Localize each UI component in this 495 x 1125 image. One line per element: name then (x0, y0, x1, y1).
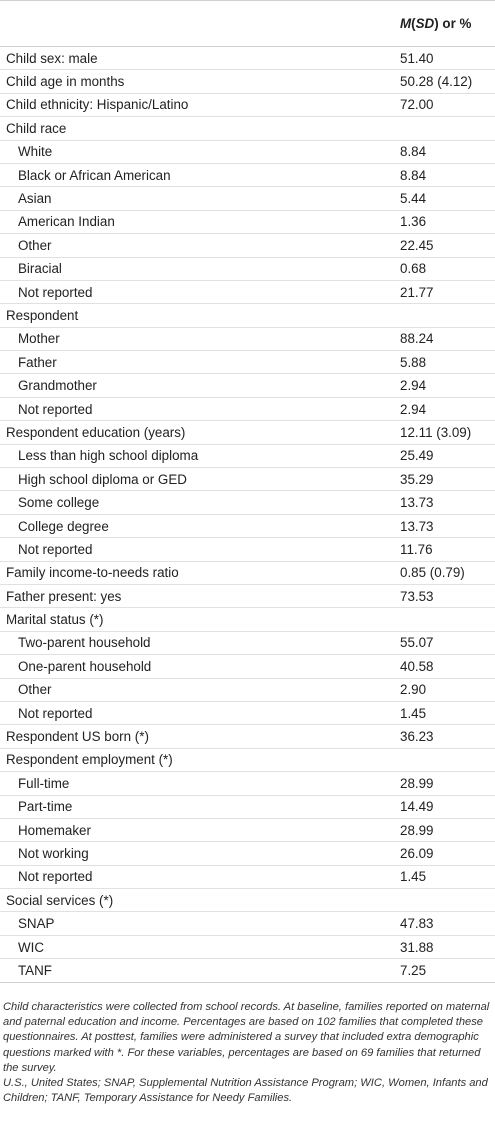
row-label: Child ethnicity: Hispanic/Latino (0, 93, 393, 116)
table-row (0, 725, 495, 748)
row-sublabel: Not reported (0, 538, 393, 561)
row-value: 8.84 (393, 163, 495, 186)
row-value: 12.11 (3.09) (393, 421, 495, 444)
header-or-percent: or % (438, 16, 472, 31)
row-value: 21.77 (393, 280, 495, 303)
row-value: 36.23 (393, 725, 495, 748)
header-sd: SD (415, 16, 435, 31)
table-row (0, 842, 495, 865)
row-sublabel: Father (0, 351, 393, 374)
row-sublabel: White (0, 140, 393, 163)
table-row (0, 140, 495, 163)
row-sublabel: College degree (0, 514, 393, 537)
row-sublabel: Black or African American (0, 163, 393, 186)
row-value: 7.25 (393, 959, 495, 982)
row-value: 40.58 (393, 655, 495, 678)
table-row (0, 748, 495, 771)
row-value: 1.45 (393, 701, 495, 724)
row-sublabel: Homemaker (0, 818, 393, 841)
row-sublabel: Not working (0, 842, 393, 865)
row-sublabel: WIC (0, 935, 393, 958)
row-value: 0.85 (0.79) (393, 561, 495, 584)
table-row (0, 421, 495, 444)
row-value: 26.09 (393, 842, 495, 865)
table-row (0, 865, 495, 888)
row-value: 14.49 (393, 795, 495, 818)
table-row (0, 70, 495, 93)
table-row (0, 444, 495, 467)
table-row (0, 163, 495, 186)
table-row (0, 117, 495, 140)
row-sublabel: American Indian (0, 210, 393, 233)
table-row (0, 818, 495, 841)
row-value: 8.84 (393, 140, 495, 163)
table-row (0, 374, 495, 397)
table-row (0, 327, 495, 350)
row-label: Respondent (0, 304, 393, 327)
row-value (393, 117, 495, 140)
row-value: 72.00 (393, 93, 495, 116)
row-label: Child sex: male (0, 47, 393, 70)
row-value: 2.94 (393, 397, 495, 420)
row-value: 28.99 (393, 772, 495, 795)
row-label: Father present: yes (0, 584, 393, 607)
table-row (0, 187, 495, 210)
row-label: Respondent employment (*) (0, 748, 393, 771)
row-sublabel: SNAP (0, 912, 393, 935)
table-row (0, 701, 495, 724)
row-value: 1.45 (393, 865, 495, 888)
header-row (0, 1, 495, 47)
table-row (0, 468, 495, 491)
row-value (393, 304, 495, 327)
row-sublabel: Grandmother (0, 374, 393, 397)
row-sublabel: One-parent household (0, 655, 393, 678)
row-label: Respondent education (years) (0, 421, 393, 444)
row-sublabel: High school diploma or GED (0, 468, 393, 491)
footnote-paragraph-1: Child characteristics were collected from school records. At baseline, families reported on maternal and paternal education and income. Percentages are based on 102 families that completed these questionnaires. At posttest, families were administered a survey that included extra demographic questions marked with *. For these variables, percentages are based on 69 families that returned the survey. (3, 1001, 490, 1074)
table-row (0, 772, 495, 795)
row-value: 73.53 (393, 584, 495, 607)
table-row (0, 584, 495, 607)
row-value: 35.29 (393, 468, 495, 491)
row-value (393, 748, 495, 771)
table-row (0, 912, 495, 935)
row-value: 2.94 (393, 374, 495, 397)
row-value: 11.76 (393, 538, 495, 561)
row-value: 51.40 (393, 47, 495, 70)
row-value: 88.24 (393, 327, 495, 350)
row-label: Social services (*) (0, 889, 393, 912)
row-value: 13.73 (393, 514, 495, 537)
table-row (0, 210, 495, 233)
row-value: 5.88 (393, 351, 495, 374)
row-sublabel: Biracial (0, 257, 393, 280)
table-row (0, 631, 495, 654)
table-row (0, 280, 495, 303)
footnote-paragraph-2: U.S., United States; SNAP, Supplemental Nutrition Assistance Program; WIC, Women, Infants and Children; TANF, Temporary Assistance for Needy Families. (3, 1077, 488, 1105)
row-value: 22.45 (393, 234, 495, 257)
table-row (0, 491, 495, 514)
row-value: 47.83 (393, 912, 495, 935)
row-value (393, 889, 495, 912)
row-value: 25.49 (393, 444, 495, 467)
table-row (0, 397, 495, 420)
row-label: Family income-to-needs ratio (0, 561, 393, 584)
table-row (0, 351, 495, 374)
row-label: Marital status (*) (0, 608, 393, 631)
row-value: 28.99 (393, 818, 495, 841)
row-sublabel: TANF (0, 959, 393, 982)
table-row (0, 959, 495, 982)
table-row (0, 655, 495, 678)
row-value: 5.44 (393, 187, 495, 210)
row-sublabel: Other (0, 234, 393, 257)
row-label: Respondent US born (*) (0, 725, 393, 748)
header-label-cell (0, 1, 393, 47)
row-sublabel: Mother (0, 327, 393, 350)
row-value: 31.88 (393, 935, 495, 958)
table-body (0, 47, 495, 983)
table-row (0, 678, 495, 701)
table-row (0, 795, 495, 818)
row-sublabel: Not reported (0, 865, 393, 888)
table-row (0, 889, 495, 912)
table-row (0, 514, 495, 537)
row-value: 1.36 (393, 210, 495, 233)
table-row (0, 935, 495, 958)
row-sublabel: Full-time (0, 772, 393, 795)
header-m: M (400, 16, 412, 31)
table-row (0, 608, 495, 631)
row-sublabel: Less than high school diploma (0, 444, 393, 467)
row-sublabel: Some college (0, 491, 393, 514)
header-value-cell: M(SD) or % (393, 1, 495, 47)
table-header (0, 1, 495, 47)
table-footnote (3, 1000, 491, 1106)
row-label: Child age in months (0, 70, 393, 93)
row-label: Child race (0, 117, 393, 140)
row-sublabel: Other (0, 678, 393, 701)
table-row (0, 561, 495, 584)
row-sublabel: Not reported (0, 397, 393, 420)
row-value: 2.90 (393, 678, 495, 701)
table-row (0, 304, 495, 327)
row-sublabel: Part-time (0, 795, 393, 818)
row-sublabel: Two-parent household (0, 631, 393, 654)
row-sublabel: Not reported (0, 701, 393, 724)
row-value (393, 608, 495, 631)
table-row (0, 538, 495, 561)
row-value: 50.28 (4.12) (393, 70, 495, 93)
table-row (0, 257, 495, 280)
row-sublabel: Not reported (0, 280, 393, 303)
row-value: 0.68 (393, 257, 495, 280)
table-row (0, 47, 495, 70)
row-value: 13.73 (393, 491, 495, 514)
row-value: 55.07 (393, 631, 495, 654)
table-row (0, 234, 495, 257)
table-row (0, 93, 495, 116)
row-sublabel: Asian (0, 187, 393, 210)
